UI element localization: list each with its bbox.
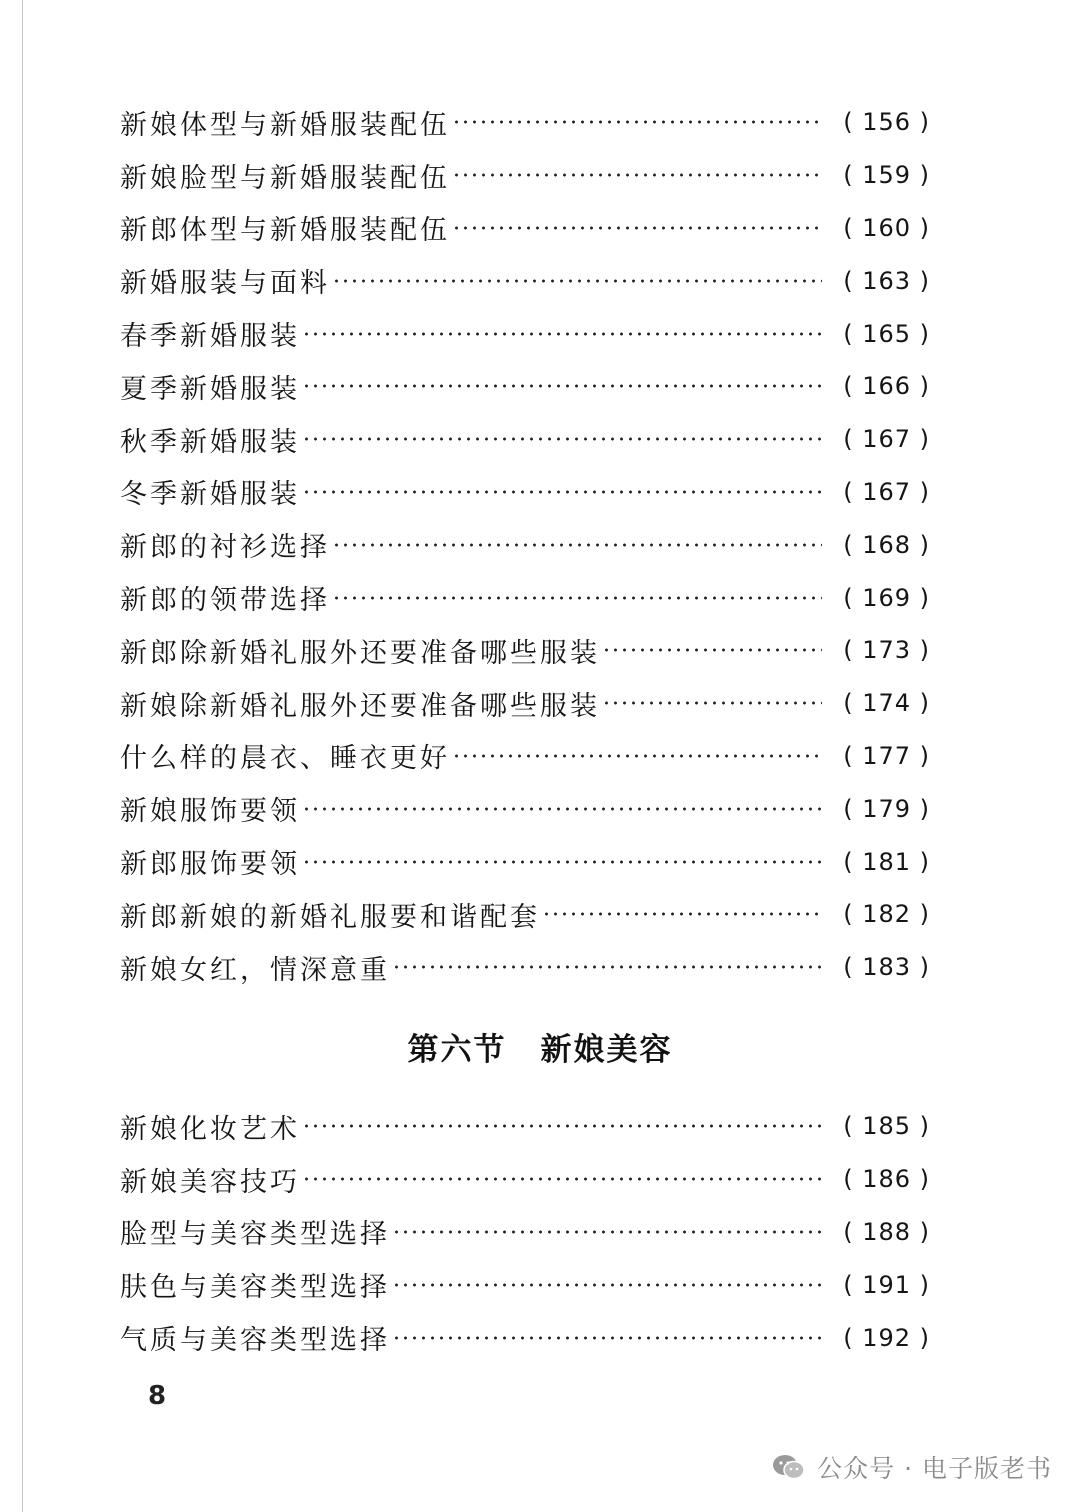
toc-entry-title: 新娘除新婚礼服外还要准备哪些服装 xyxy=(120,690,600,722)
toc-entry xyxy=(120,888,930,941)
dot-leader xyxy=(392,1230,822,1234)
toc-entry-title: 春季新婚服装 xyxy=(120,321,300,353)
dot-leader xyxy=(302,384,822,388)
toc-entry-page: ( 167 ) xyxy=(843,477,930,506)
dot-leader xyxy=(542,912,822,916)
dot-leader xyxy=(452,754,822,758)
toc-entry-page: ( 179 ) xyxy=(843,794,930,823)
toc-entry-title: 新娘服饰要领 xyxy=(120,796,300,828)
toc-entry-title: 新郎服饰要领 xyxy=(120,849,300,881)
toc-entry-title: 新郎的领带选择 xyxy=(120,585,330,617)
section-heading xyxy=(0,1024,1080,1069)
toc-entry xyxy=(120,941,930,994)
toc-entry-title: 新婚服装与面料 xyxy=(120,268,330,300)
toc-entry-title: 秋季新婚服装 xyxy=(120,426,300,458)
toc-list-top xyxy=(120,96,930,994)
toc-entry-title: 新郎除新婚礼服外还要准备哪些服装 xyxy=(120,637,600,669)
toc-entry-page: ( 182 ) xyxy=(843,900,930,929)
dot-leader xyxy=(332,279,822,283)
toc-entry xyxy=(120,571,930,624)
toc-entry-title: 新娘美容技巧 xyxy=(120,1166,300,1198)
toc-entry-title: 什么样的晨衣、睡衣更好 xyxy=(120,743,450,775)
toc-entry-page: ( 181 ) xyxy=(843,847,930,876)
section-title: 新娘美容 xyxy=(540,1032,673,1068)
toc-entry-title: 气质与美容类型选择 xyxy=(120,1325,390,1357)
toc-entry xyxy=(120,1311,930,1364)
toc-list-bottom xyxy=(120,1100,930,1364)
dot-leader xyxy=(452,226,822,230)
toc-entry xyxy=(120,413,930,466)
watermark-text: 公众号 · 电子版老书 xyxy=(817,1454,1052,1483)
page-number: 8 xyxy=(148,1381,167,1411)
toc-entry-page: ( 192 ) xyxy=(843,1323,930,1352)
toc-entry xyxy=(120,677,930,730)
toc-entry-page: ( 186 ) xyxy=(843,1165,930,1194)
dot-leader xyxy=(392,1336,822,1340)
toc-entry-page: ( 173 ) xyxy=(843,636,930,665)
toc-entry-page: ( 166 ) xyxy=(843,372,930,401)
toc-entry-title: 新娘女红，情深意重 xyxy=(120,954,390,986)
dot-leader xyxy=(302,437,822,441)
toc-entry-title: 新娘脸型与新婚服装配伍 xyxy=(120,162,450,194)
toc-entry-page: ( 167 ) xyxy=(843,425,930,454)
toc-entry-page: ( 177 ) xyxy=(843,741,930,770)
toc-entry xyxy=(120,518,930,571)
section-number: 第六节 xyxy=(407,1032,507,1068)
dot-leader xyxy=(302,1124,822,1128)
toc-entry xyxy=(120,466,930,519)
toc-entry-page: ( 165 ) xyxy=(843,319,930,348)
toc-entry xyxy=(120,730,930,783)
toc-entry-title: 新郎体型与新婚服装配伍 xyxy=(120,215,450,247)
toc-entry-page: ( 188 ) xyxy=(843,1217,930,1246)
wechat-icon xyxy=(771,1453,807,1481)
toc-entry xyxy=(120,624,930,677)
dot-leader xyxy=(302,332,822,336)
page-edge-line xyxy=(22,0,23,1512)
toc-entry-page: ( 183 ) xyxy=(843,953,930,982)
dot-leader xyxy=(452,173,822,177)
toc-entry-title: 新娘体型与新婚服装配伍 xyxy=(120,109,450,141)
toc-entry xyxy=(120,254,930,307)
toc-entry-title: 脸型与美容类型选择 xyxy=(120,1219,390,1251)
dot-leader xyxy=(332,596,822,600)
dot-leader xyxy=(602,648,822,652)
toc-entry-page: ( 168 ) xyxy=(843,530,930,559)
toc-entry-page: ( 163 ) xyxy=(843,266,930,295)
toc-entry xyxy=(120,96,930,149)
toc-entry xyxy=(120,360,930,413)
toc-entry-page: ( 185 ) xyxy=(843,1112,930,1141)
toc-entry xyxy=(120,782,930,835)
toc-entry-title: 新郎新娘的新婚礼服要和谐配套 xyxy=(120,901,540,933)
dot-leader xyxy=(392,965,822,969)
dot-leader xyxy=(332,543,822,547)
toc-entry-title: 新郎的衬衫选择 xyxy=(120,532,330,564)
watermark xyxy=(771,1449,1052,1485)
toc-entry xyxy=(120,202,930,255)
dot-leader xyxy=(302,1177,822,1181)
toc-entry xyxy=(120,1258,930,1311)
toc-entry-title: 肤色与美容类型选择 xyxy=(120,1272,390,1304)
toc-entry xyxy=(120,1153,930,1206)
toc-entry-page: ( 160 ) xyxy=(843,213,930,242)
toc-entry-title: 夏季新婚服装 xyxy=(120,373,300,405)
toc-entry-page: ( 191 ) xyxy=(843,1270,930,1299)
dot-leader xyxy=(302,490,822,494)
dot-leader xyxy=(602,701,822,705)
toc-entry-page: ( 156 ) xyxy=(843,108,930,137)
dot-leader xyxy=(392,1283,822,1287)
toc-entry-title: 冬季新婚服装 xyxy=(120,479,300,511)
toc-entry-page: ( 169 ) xyxy=(843,583,930,612)
dot-leader xyxy=(302,807,822,811)
dot-leader xyxy=(452,120,822,124)
toc-entry xyxy=(120,307,930,360)
toc-entry xyxy=(120,835,930,888)
toc-entry xyxy=(120,149,930,202)
toc-entry-title: 新娘化妆艺术 xyxy=(120,1113,300,1145)
toc-entry-page: ( 174 ) xyxy=(843,689,930,718)
toc-entry-page: ( 159 ) xyxy=(843,161,930,190)
toc-entry xyxy=(120,1100,930,1153)
dot-leader xyxy=(302,860,822,864)
toc-entry xyxy=(120,1206,930,1259)
